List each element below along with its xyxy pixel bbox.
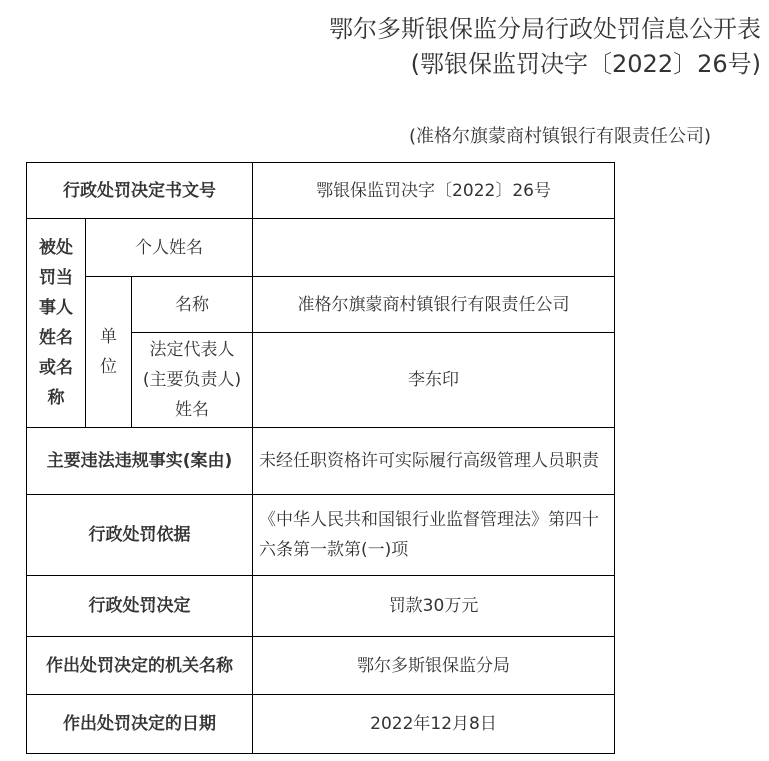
basis-label: 行政处罚依据 <box>27 495 253 576</box>
row-personal-name <box>27 219 615 277</box>
party-label: 被处罚当事人姓名或名称 <box>27 219 86 428</box>
basis-value: 《中华人民共和国银行业监督管理法》第四十六条第一款第(一)项 <box>253 495 615 576</box>
personal-name-label: 个人姓名 <box>86 219 253 277</box>
row-violation <box>27 428 615 495</box>
doc-no-value: 鄂银保监罚决字〔2022〕26号 <box>253 163 615 219</box>
penalty-table <box>26 162 615 754</box>
page-title <box>329 12 761 82</box>
personal-name-value <box>253 219 615 277</box>
violation-value: 未经任职资格许可实际履行高级管理人员职责 <box>253 428 615 495</box>
doc-no-label: 行政处罚决定书文号 <box>27 163 253 219</box>
violation-label: 主要违法违规事实(案由) <box>27 428 253 495</box>
legal-rep-value: 李东印 <box>253 333 615 428</box>
legal-rep-label: 法定代表人(主要负责人)姓名 <box>132 333 253 428</box>
row-authority <box>27 637 615 695</box>
unit-label: 单位 <box>86 277 132 428</box>
subtitle: (准格尔旗蒙商村镇银行有限责任公司) <box>408 126 711 147</box>
row-decision <box>27 576 615 637</box>
authority-label: 作出处罚决定的机关名称 <box>27 637 253 695</box>
title-line-1: 鄂尔多斯银保监分局行政处罚信息公开表 <box>329 15 761 43</box>
decision-label: 行政处罚决定 <box>27 576 253 637</box>
decision-value: 罚款30万元 <box>253 576 615 637</box>
row-date <box>27 695 615 754</box>
title-line-2: (鄂银保监罚决字〔2022〕26号) <box>410 50 761 78</box>
authority-value: 鄂尔多斯银保监分局 <box>253 637 615 695</box>
row-unit-name <box>27 277 615 333</box>
unit-name-value: 准格尔旗蒙商村镇银行有限责任公司 <box>253 277 615 333</box>
row-doc-no <box>27 163 615 219</box>
date-label: 作出处罚决定的日期 <box>27 695 253 754</box>
date-value: 2022年12月8日 <box>253 695 615 754</box>
row-basis <box>27 495 615 576</box>
unit-name-label: 名称 <box>132 277 253 333</box>
